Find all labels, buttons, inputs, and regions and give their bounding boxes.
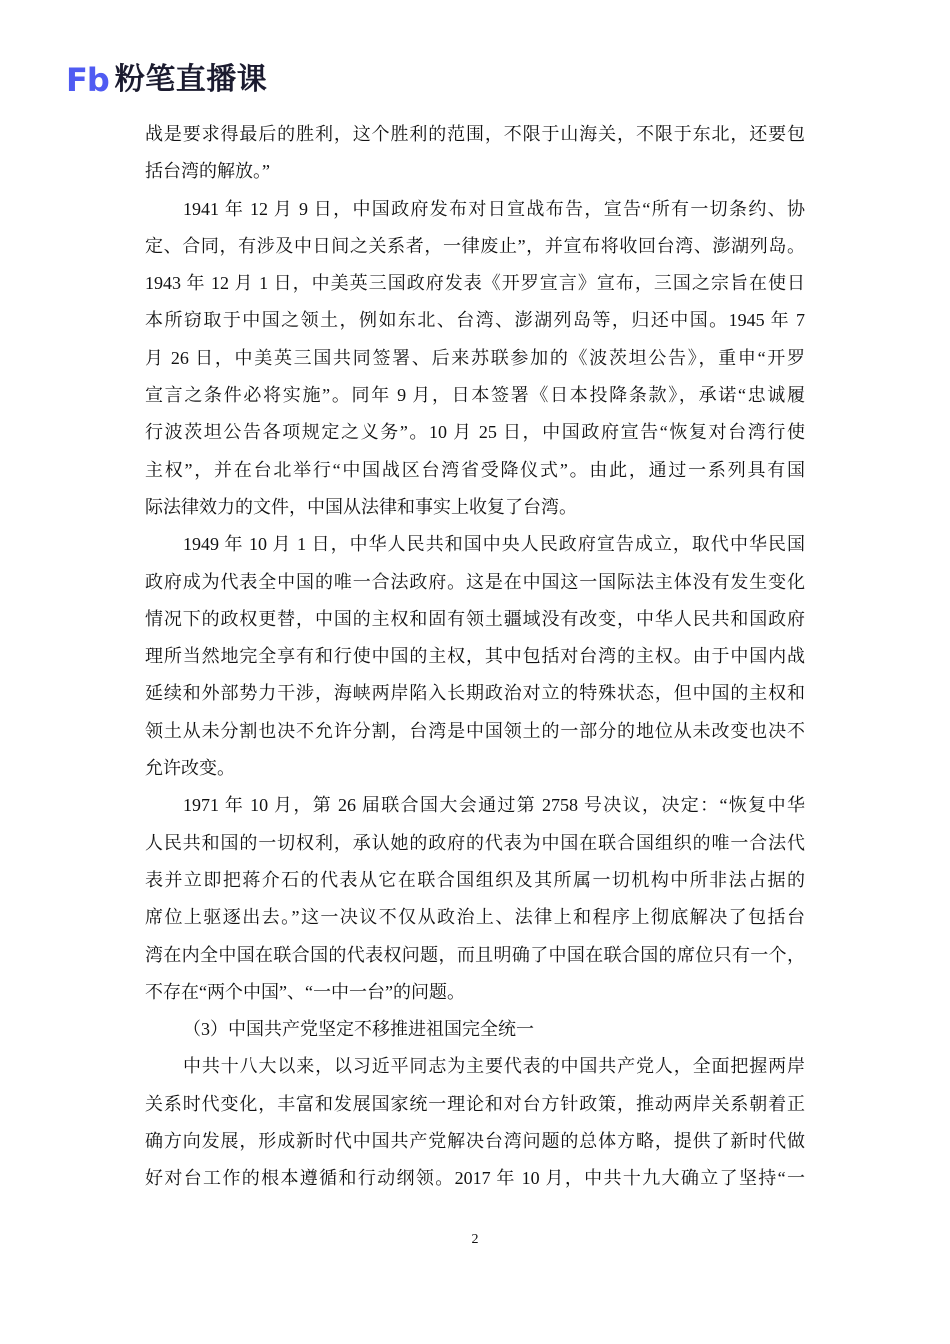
text-line: 1941 年 12 月 9 日，中国政府发布对日宣战布告，宣告“所有一切条约、协 bbox=[183, 198, 805, 219]
text-line: 理所当然地完全享有和行使中国的主权，其中包括对台湾的主权。由于中国内战 bbox=[145, 646, 805, 667]
text-line: 席位上驱逐出去。”这一决议不仅从政治上、法律上和程序上彻底解决了包括台 bbox=[145, 907, 805, 928]
text-line: 月 26 日，中美英三国共同签署、后来苏联参加的《波茨坦公告》，重申“开罗 bbox=[145, 347, 805, 368]
text-line: 确方向发展，形成新时代中国共产党解决台湾问题的总体方略，提供了新时代做 bbox=[145, 1131, 805, 1152]
fenbi-logo-icon: Fb bbox=[66, 61, 109, 99]
text-line: 情况下的政权更替，中国的主权和固有领土疆域没有改变，中华人民共和国政府 bbox=[145, 608, 805, 629]
text-line: 1943 年 12 月 1 日，中美英三国政府发表《开罗宣言》宣布，三国之宗旨在使日 bbox=[145, 273, 805, 294]
text-line: 人民共和国的一切权利，承认她的政府的代表为中国在联合国组织的唯一合法代 bbox=[145, 832, 805, 853]
brand-logo bbox=[66, 60, 267, 100]
text-line: 政府成为代表全中国的唯一合法政府。这是在中国这一国际法主体没有发生变化 bbox=[145, 571, 805, 592]
page-number: 2 bbox=[471, 1232, 479, 1247]
brand-name: 粉笔直播课 bbox=[114, 62, 268, 97]
text-line: 好对台工作的根本遵循和行动纲领。2017 年 10 月，中共十九大确立了坚持“一 bbox=[145, 1168, 805, 1189]
text-line: 表并立即把蒋介石的代表从它在联合国组织及其所属一切机构中所非法占据的 bbox=[145, 869, 805, 890]
text-line: 1949 年 10 月 1 日，中华人民共和国中央人民政府宣告成立，取代中华民国 bbox=[183, 534, 805, 555]
text-line: 不存在“两个中国”、“一中一台”的问题。 bbox=[145, 981, 465, 1002]
paragraph bbox=[145, 526, 805, 787]
text-line: 本所窃取于中国之领土，例如东北、台湾、澎湖列岛等，归还中国。1945 年 7 bbox=[145, 310, 805, 331]
paragraph bbox=[145, 1011, 805, 1048]
text-line: 括台湾的解放。” bbox=[145, 161, 270, 182]
text-line: 允许改变。 bbox=[145, 758, 235, 779]
paragraph bbox=[145, 116, 805, 191]
text-line: 延续和外部势力干涉，海峡两岸陷入长期政治对立的特殊状态，但中国的主权和 bbox=[145, 683, 805, 704]
text-line: 关系时代变化，丰富和发展国家统一理论和对台方针政策，推动两岸关系朝着正 bbox=[145, 1093, 805, 1114]
paragraph bbox=[145, 787, 805, 1011]
text-line: 战是要求得最后的胜利，这个胜利的范围，不限于山海关，不限于东北，还要包 bbox=[145, 124, 805, 144]
text-line: 定、合同，有涉及中日间之关系者，一律废止”，并宣布将收回台湾、澎湖列岛。 bbox=[145, 235, 805, 256]
paragraph bbox=[145, 1048, 805, 1197]
text-line: 中共十八大以来，以习近平同志为主要代表的中国共产党人，全面把握两岸 bbox=[183, 1056, 805, 1077]
paragraph bbox=[145, 191, 805, 527]
text-line: 主权”，并在台北举行“中国战区台湾省受降仪式”。由此，通过一系列具有国 bbox=[145, 459, 805, 480]
text-line: 行波茨坦公告各项规定之义务”。10 月 25 日，中国政府宣告“恢复对台湾行使 bbox=[145, 422, 805, 443]
text-line: 际法律效力的文件，中国从法律和事实上收复了台湾。 bbox=[145, 496, 577, 517]
text-line: 湾在内全中国在联合国的代表权问题，而且明确了中国在联合国的席位只有一个， bbox=[145, 944, 805, 965]
text-line: 1971 年 10 月，第 26 届联合国大会通过第 2758 号决议，决定：“恢复中华 bbox=[183, 795, 805, 816]
text-line: 领土从未分割也决不允许分割，台湾是中国领土的一部分的地位从未改变也决不 bbox=[145, 720, 805, 741]
document-body bbox=[145, 116, 805, 1198]
text-line: 宣言之条件必将实施”。同年 9 月，日本签署《日本投降条款》，承诺“忠诚履 bbox=[145, 385, 805, 406]
text-line: （3）中国共产党坚定不移推进祖国完全统一 bbox=[183, 1019, 534, 1040]
